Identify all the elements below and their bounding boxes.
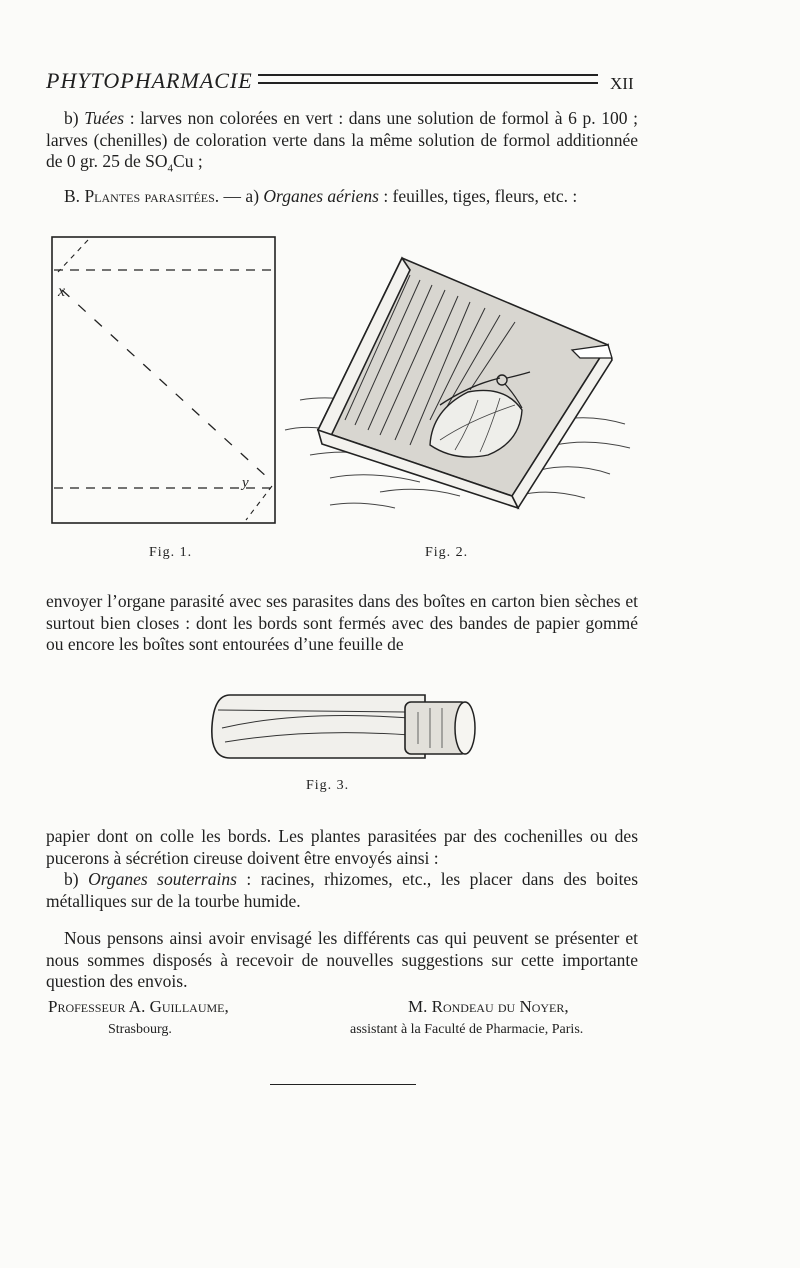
item-tail: : racines, rhizomes, etc., les placer dans des boites métalliques sur de la tourbe humide. — [46, 869, 639, 911]
paragraph-conclusion: Nous pensons ainsi avoir envisagé les différents cas qui peuvent se présenter et nous sommes disposés à recevoir de nouvelles suggestions sur cette importante question des envois. — [46, 928, 638, 991]
closing-rule — [270, 1084, 416, 1085]
signature-right-place: assistant à la Faculté de Pharmacie, Paris. — [350, 1022, 584, 1037]
fig3-tube-body — [212, 695, 425, 758]
item-term: Organes souterrains — [88, 869, 237, 889]
item-label: b) — [64, 108, 79, 128]
fig1-x-label: x — [58, 283, 66, 300]
signature-right-name: M. Rondeau du Noyer, — [408, 997, 569, 1016]
signature-left-place: Strasbourg. — [108, 1022, 172, 1037]
fig1-y-label: y — [242, 475, 249, 491]
fig2-caption: Fig. 2. — [425, 545, 469, 560]
fig3-cork-end — [455, 702, 475, 754]
item-text: : larves non colorées en vert : dans une solution de formol à 6 p. 100 ; larves (chenilles) de coloration verte dans la même solution de formol additionnée de 0 gr. 25 de SO — [46, 108, 638, 171]
fig1-caption: Fig. 1. — [149, 545, 193, 560]
paragraph-souterrains — [46, 869, 638, 912]
item-label: b) — [64, 869, 79, 889]
section-dash: — a) — [219, 186, 264, 206]
item-tail: Cu ; — [173, 151, 203, 171]
signature-left-name: Professeur A. Guillaume, — [48, 997, 229, 1016]
section-heading: Plantes parasitées. — [84, 186, 220, 206]
fig3-caption: Fig. 3. — [306, 778, 350, 793]
paragraph-envoyer: envoyer l’organe parasité avec ses parasites dans des boîtes en carton bien sèches et surtout bien closes : dont les bords sont fermés avec des bandes de papier gommé ou encore les boîtes sont entourées d’une feuille de — [46, 591, 638, 654]
page-number: XII — [610, 74, 634, 93]
section-term: Organes aériens — [263, 186, 379, 206]
section-tail: : feuilles, tiges, fleurs, etc. : — [378, 186, 578, 206]
running-header-title: PHYTOPHARMACIE — [46, 68, 253, 93]
section-label: B. — [64, 186, 81, 206]
paragraph-papier: papier dont on colle les bords. Les plantes parasitées par des cochenilles ou des pucerons à sécrétion cireuse doivent être envoyés ainsi : — [46, 826, 638, 868]
subscript: 4 — [167, 162, 174, 175]
item-term: Tuées — [84, 108, 125, 128]
